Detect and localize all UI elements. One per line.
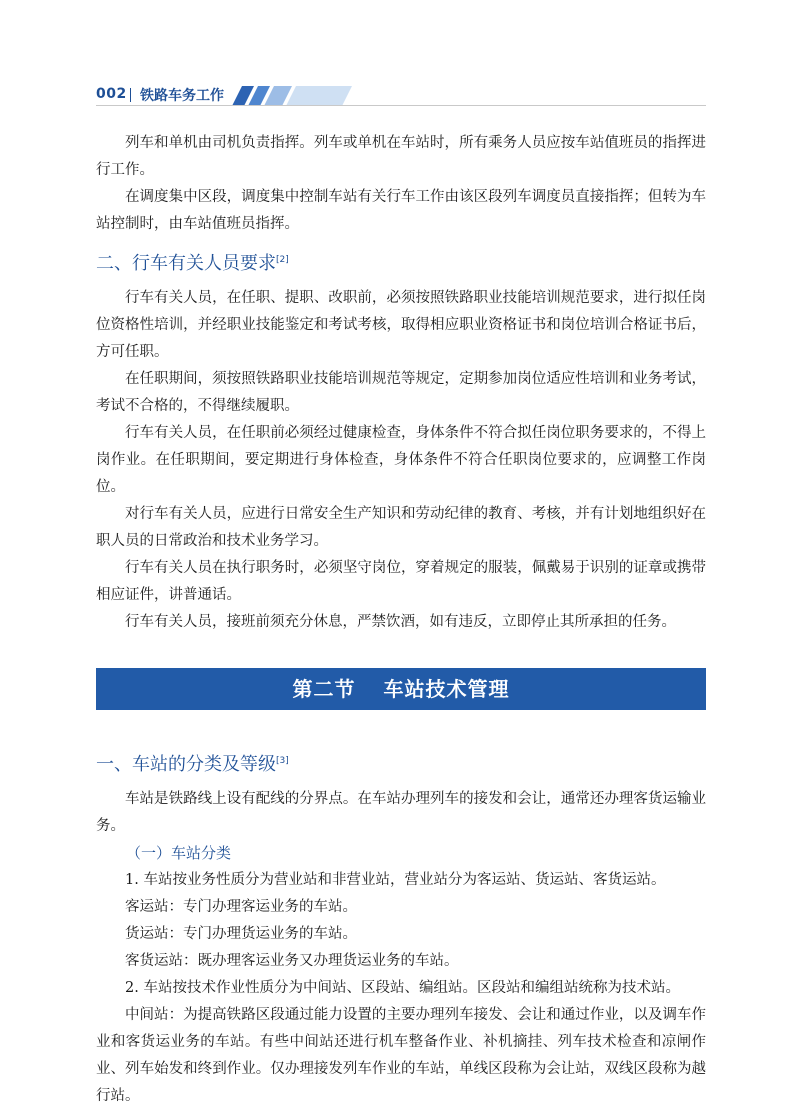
section-heading-station-classification: [96, 746, 706, 780]
paragraph: 在调度集中区段，调度集中控制车站有关行车工作由该区段列车调度员直接指挥；但转为车站控制时，由车站值班员指挥。: [96, 189, 706, 232]
page-content: [96, 130, 706, 1110]
definition: 货运站：专门办理货运业务的车站。: [125, 926, 357, 942]
paragraph: 对行车有关人员，应进行日常安全生产知识和劳动纪律的教育、考核，并有计划地组织好在职人员的日常政治和技术业务学习。: [96, 506, 706, 549]
paragraph: 行车有关人员，接班前须充分休息，严禁饮酒，如有违反，立即停止其所承担的任务。: [125, 614, 676, 630]
book-title: 铁路车务工作: [140, 88, 224, 104]
list-item: 1. 车站按业务性质分为营业站和非营业站，营业站分为客运站、货运站、客货运站。: [125, 872, 666, 888]
paragraph: 在任职期间，须按照铁路职业技能培训规范等规定，定期参加岗位适应性培训和业务考试，考试不合格的，不得继续履职。: [96, 371, 706, 414]
heading-text: 一、车站的分类及等级: [96, 754, 276, 775]
header-stripes-decoration: [232, 86, 352, 106]
subheading-station-types: （一）车站分类: [126, 844, 232, 862]
paragraph: 行车有关人员在执行职务时，必须坚守岗位，穿着规定的服装，佩戴易于识别的证章或携带相应证件，讲普通话。: [96, 560, 706, 603]
paragraph: 行车有关人员，在任职、提职、改职前，必须按照铁路职业技能培训规范要求，进行拟任岗位资格性培训，并经职业技能鉴定和考试考核，取得相应职业资格证书和岗位培训合格证书后，方可任职。: [96, 290, 706, 360]
header-separator: [130, 88, 131, 102]
section-number: 第二节: [292, 677, 356, 701]
paragraph: 列车和单机由司机负责指挥。列车或单机在车站时，所有乘务人员应按车站值班员的指挥进行工作。: [96, 135, 706, 178]
paragraph: 中间站：为提高铁路区段通过能力设置的主要办理列车接发、会让和通过作业，以及调车作业和客货运业务的车站。有些中间站还进行机车整备作业、补机摘挂、列车技术检查和凉闸作业、列车始发和终到作业。仅办理接发列车作业的车站，单线区段称为会让站，双线区段称为越行站。: [96, 1007, 706, 1104]
section-title: 车站技术管理: [383, 677, 510, 701]
page-number: 002: [96, 86, 127, 102]
reference-superscript: [3]: [276, 756, 289, 766]
header-rule: [96, 105, 706, 106]
paragraph: 车站是铁路线上设有配线的分界点。在车站办理列车的接发和会让，通常还办理客货运输业务。: [96, 791, 706, 834]
section-heading-personnel: [96, 245, 706, 279]
section-title-bar: [96, 668, 706, 710]
reference-superscript: [2]: [276, 255, 289, 265]
paragraph: 行车有关人员，在任职前必须经过健康检查，身体条件不符合拟任岗位职务要求的，不得上岗作业。在任职期间，要定期进行身体检查，身体条件不符合任职岗位要求的，应调整工作岗位。: [96, 425, 706, 495]
list-item: 2. 车站按技术作业性质分为中间站、区段站、编组站。区段站和编组站统称为技术站。: [125, 980, 680, 996]
definition: 客货运站：既办理客运业务又办理货运业务的车站。: [125, 953, 459, 969]
heading-text: 二、行车有关人员要求: [96, 253, 276, 274]
definition: 客运站：专门办理客运业务的车站。: [125, 899, 357, 915]
page-header: [0, 0, 800, 110]
